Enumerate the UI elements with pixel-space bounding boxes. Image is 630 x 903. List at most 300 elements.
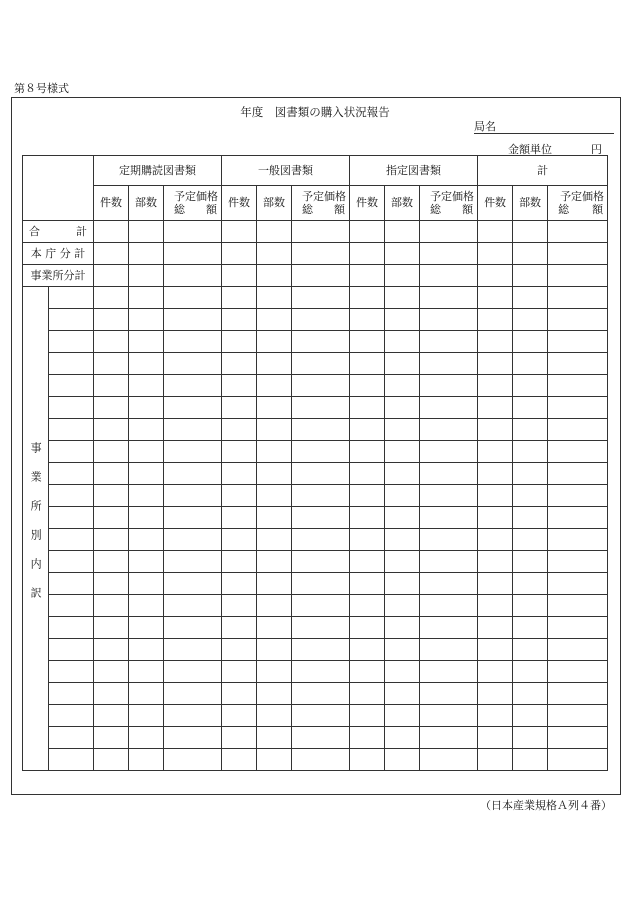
data-entry-cell[interactable] xyxy=(548,375,608,397)
data-entry-cell[interactable] xyxy=(129,419,164,441)
data-entry-cell[interactable] xyxy=(292,287,350,309)
data-entry-cell[interactable] xyxy=(94,595,129,617)
data-entry-cell[interactable] xyxy=(350,243,385,265)
data-entry-cell[interactable] xyxy=(164,683,222,705)
data-entry-cell[interactable] xyxy=(222,529,257,551)
data-entry-cell[interactable] xyxy=(420,727,478,749)
data-entry-cell[interactable] xyxy=(420,375,478,397)
data-entry-cell[interactable] xyxy=(478,617,513,639)
data-entry-cell[interactable] xyxy=(385,441,420,463)
data-entry-cell[interactable] xyxy=(420,485,478,507)
data-entry-cell[interactable] xyxy=(350,485,385,507)
data-entry-cell[interactable] xyxy=(385,705,420,727)
data-entry-cell[interactable] xyxy=(164,617,222,639)
data-entry-cell[interactable] xyxy=(548,595,608,617)
data-entry-cell[interactable] xyxy=(94,309,129,331)
data-entry-cell[interactable] xyxy=(548,551,608,573)
data-entry-cell[interactable] xyxy=(548,287,608,309)
data-entry-cell[interactable] xyxy=(478,639,513,661)
data-entry-cell[interactable] xyxy=(257,749,292,771)
data-entry-cell[interactable] xyxy=(94,375,129,397)
data-entry-cell[interactable] xyxy=(292,375,350,397)
data-entry-cell[interactable] xyxy=(257,617,292,639)
data-entry-cell[interactable] xyxy=(222,353,257,375)
data-entry-cell[interactable] xyxy=(164,221,222,243)
data-entry-cell[interactable] xyxy=(513,287,548,309)
data-entry-cell[interactable] xyxy=(164,397,222,419)
data-entry-cell[interactable] xyxy=(478,331,513,353)
data-entry-cell[interactable] xyxy=(350,331,385,353)
data-entry-cell[interactable] xyxy=(350,353,385,375)
data-entry-cell[interactable] xyxy=(292,683,350,705)
data-entry-cell[interactable] xyxy=(548,507,608,529)
data-entry-cell[interactable] xyxy=(420,243,478,265)
data-entry-cell[interactable] xyxy=(164,485,222,507)
data-entry-cell[interactable] xyxy=(385,309,420,331)
office-name-cell[interactable] xyxy=(49,397,94,419)
data-entry-cell[interactable] xyxy=(164,243,222,265)
data-entry-cell[interactable] xyxy=(129,529,164,551)
data-entry-cell[interactable] xyxy=(420,331,478,353)
data-entry-cell[interactable] xyxy=(350,441,385,463)
data-entry-cell[interactable] xyxy=(164,661,222,683)
data-entry-cell[interactable] xyxy=(548,397,608,419)
data-entry-cell[interactable] xyxy=(164,749,222,771)
data-entry-cell[interactable] xyxy=(292,529,350,551)
data-entry-cell[interactable] xyxy=(257,265,292,287)
data-entry-cell[interactable] xyxy=(548,639,608,661)
data-entry-cell[interactable] xyxy=(478,485,513,507)
data-entry-cell[interactable] xyxy=(257,639,292,661)
data-entry-cell[interactable] xyxy=(257,221,292,243)
data-entry-cell[interactable] xyxy=(222,617,257,639)
data-entry-cell[interactable] xyxy=(420,507,478,529)
data-entry-cell[interactable] xyxy=(257,507,292,529)
data-entry-cell[interactable] xyxy=(478,507,513,529)
data-entry-cell[interactable] xyxy=(513,507,548,529)
data-entry-cell[interactable] xyxy=(385,265,420,287)
data-entry-cell[interactable] xyxy=(292,463,350,485)
data-entry-cell[interactable] xyxy=(257,419,292,441)
data-entry-cell[interactable] xyxy=(222,485,257,507)
data-entry-cell[interactable] xyxy=(129,705,164,727)
data-entry-cell[interactable] xyxy=(478,529,513,551)
data-entry-cell[interactable] xyxy=(420,419,478,441)
data-entry-cell[interactable] xyxy=(222,419,257,441)
office-name-cell[interactable] xyxy=(49,287,94,309)
data-entry-cell[interactable] xyxy=(548,485,608,507)
data-entry-cell[interactable] xyxy=(129,397,164,419)
data-entry-cell[interactable] xyxy=(257,595,292,617)
data-entry-cell[interactable] xyxy=(420,353,478,375)
data-entry-cell[interactable] xyxy=(513,221,548,243)
data-entry-cell[interactable] xyxy=(94,441,129,463)
data-entry-cell[interactable] xyxy=(292,265,350,287)
data-entry-cell[interactable] xyxy=(222,705,257,727)
data-entry-cell[interactable] xyxy=(94,573,129,595)
data-entry-cell[interactable] xyxy=(222,463,257,485)
data-entry-cell[interactable] xyxy=(257,705,292,727)
data-entry-cell[interactable] xyxy=(222,507,257,529)
data-entry-cell[interactable] xyxy=(478,749,513,771)
data-entry-cell[interactable] xyxy=(420,221,478,243)
data-entry-cell[interactable] xyxy=(350,287,385,309)
data-entry-cell[interactable] xyxy=(513,529,548,551)
data-entry-cell[interactable] xyxy=(129,485,164,507)
data-entry-cell[interactable] xyxy=(420,551,478,573)
data-entry-cell[interactable] xyxy=(164,705,222,727)
data-entry-cell[interactable] xyxy=(385,551,420,573)
data-entry-cell[interactable] xyxy=(478,573,513,595)
data-entry-cell[interactable] xyxy=(164,441,222,463)
data-entry-cell[interactable] xyxy=(129,595,164,617)
data-entry-cell[interactable] xyxy=(350,683,385,705)
data-entry-cell[interactable] xyxy=(292,617,350,639)
data-entry-cell[interactable] xyxy=(385,639,420,661)
data-entry-cell[interactable] xyxy=(222,309,257,331)
data-entry-cell[interactable] xyxy=(222,551,257,573)
data-entry-cell[interactable] xyxy=(129,221,164,243)
data-entry-cell[interactable] xyxy=(420,749,478,771)
data-entry-cell[interactable] xyxy=(222,287,257,309)
data-entry-cell[interactable] xyxy=(292,727,350,749)
data-entry-cell[interactable] xyxy=(164,265,222,287)
data-entry-cell[interactable] xyxy=(478,551,513,573)
office-name-cell[interactable] xyxy=(49,749,94,771)
data-entry-cell[interactable] xyxy=(292,221,350,243)
data-entry-cell[interactable] xyxy=(292,419,350,441)
data-entry-cell[interactable] xyxy=(350,397,385,419)
data-entry-cell[interactable] xyxy=(94,507,129,529)
data-entry-cell[interactable] xyxy=(420,287,478,309)
data-entry-cell[interactable] xyxy=(164,639,222,661)
data-entry-cell[interactable] xyxy=(164,507,222,529)
data-entry-cell[interactable] xyxy=(513,683,548,705)
data-entry-cell[interactable] xyxy=(513,397,548,419)
data-entry-cell[interactable] xyxy=(222,375,257,397)
office-name-cell[interactable] xyxy=(49,683,94,705)
data-entry-cell[interactable] xyxy=(548,661,608,683)
data-entry-cell[interactable] xyxy=(420,397,478,419)
data-entry-cell[interactable] xyxy=(548,463,608,485)
data-entry-cell[interactable] xyxy=(385,749,420,771)
data-entry-cell[interactable] xyxy=(548,243,608,265)
data-entry-cell[interactable] xyxy=(548,419,608,441)
data-entry-cell[interactable] xyxy=(478,727,513,749)
data-entry-cell[interactable] xyxy=(478,353,513,375)
data-entry-cell[interactable] xyxy=(548,265,608,287)
data-entry-cell[interactable] xyxy=(350,617,385,639)
data-entry-cell[interactable] xyxy=(513,639,548,661)
data-entry-cell[interactable] xyxy=(350,529,385,551)
office-name-cell[interactable] xyxy=(49,595,94,617)
data-entry-cell[interactable] xyxy=(513,419,548,441)
data-entry-cell[interactable] xyxy=(94,727,129,749)
data-entry-cell[interactable] xyxy=(129,265,164,287)
data-entry-cell[interactable] xyxy=(292,551,350,573)
data-entry-cell[interactable] xyxy=(164,595,222,617)
data-entry-cell[interactable] xyxy=(513,331,548,353)
office-name-cell[interactable] xyxy=(49,705,94,727)
data-entry-cell[interactable] xyxy=(478,683,513,705)
data-entry-cell[interactable] xyxy=(129,287,164,309)
data-entry-cell[interactable] xyxy=(129,573,164,595)
data-entry-cell[interactable] xyxy=(222,265,257,287)
data-entry-cell[interactable] xyxy=(222,331,257,353)
office-name-cell[interactable] xyxy=(49,661,94,683)
office-name-cell[interactable] xyxy=(49,507,94,529)
data-entry-cell[interactable] xyxy=(478,397,513,419)
data-entry-cell[interactable] xyxy=(257,375,292,397)
data-entry-cell[interactable] xyxy=(478,221,513,243)
data-entry-cell[interactable] xyxy=(292,331,350,353)
data-entry-cell[interactable] xyxy=(385,507,420,529)
data-entry-cell[interactable] xyxy=(94,551,129,573)
data-entry-cell[interactable] xyxy=(548,353,608,375)
data-entry-cell[interactable] xyxy=(222,727,257,749)
data-entry-cell[interactable] xyxy=(129,463,164,485)
data-entry-cell[interactable] xyxy=(478,463,513,485)
data-entry-cell[interactable] xyxy=(129,507,164,529)
data-entry-cell[interactable] xyxy=(129,441,164,463)
data-entry-cell[interactable] xyxy=(350,221,385,243)
data-entry-cell[interactable] xyxy=(257,573,292,595)
data-entry-cell[interactable] xyxy=(94,331,129,353)
data-entry-cell[interactable] xyxy=(548,749,608,771)
data-entry-cell[interactable] xyxy=(548,705,608,727)
data-entry-cell[interactable] xyxy=(385,331,420,353)
office-name-cell[interactable] xyxy=(49,309,94,331)
data-entry-cell[interactable] xyxy=(257,309,292,331)
data-entry-cell[interactable] xyxy=(292,705,350,727)
data-entry-cell[interactable] xyxy=(513,661,548,683)
data-entry-cell[interactable] xyxy=(513,573,548,595)
data-entry-cell[interactable] xyxy=(350,463,385,485)
office-name-cell[interactable] xyxy=(49,727,94,749)
data-entry-cell[interactable] xyxy=(478,375,513,397)
data-entry-cell[interactable] xyxy=(129,331,164,353)
data-entry-cell[interactable] xyxy=(513,705,548,727)
data-entry-cell[interactable] xyxy=(385,397,420,419)
data-entry-cell[interactable] xyxy=(513,265,548,287)
data-entry-cell[interactable] xyxy=(513,309,548,331)
data-entry-cell[interactable] xyxy=(164,353,222,375)
data-entry-cell[interactable] xyxy=(350,595,385,617)
data-entry-cell[interactable] xyxy=(385,243,420,265)
data-entry-cell[interactable] xyxy=(257,353,292,375)
data-entry-cell[interactable] xyxy=(164,375,222,397)
data-entry-cell[interactable] xyxy=(350,265,385,287)
data-entry-cell[interactable] xyxy=(129,749,164,771)
data-entry-cell[interactable] xyxy=(129,617,164,639)
data-entry-cell[interactable] xyxy=(548,727,608,749)
data-entry-cell[interactable] xyxy=(513,441,548,463)
data-entry-cell[interactable] xyxy=(513,749,548,771)
data-entry-cell[interactable] xyxy=(222,661,257,683)
data-entry-cell[interactable] xyxy=(94,617,129,639)
data-entry-cell[interactable] xyxy=(292,243,350,265)
office-name-cell[interactable] xyxy=(49,463,94,485)
data-entry-cell[interactable] xyxy=(292,749,350,771)
data-entry-cell[interactable] xyxy=(350,375,385,397)
data-entry-cell[interactable] xyxy=(222,749,257,771)
data-entry-cell[interactable] xyxy=(478,705,513,727)
data-entry-cell[interactable] xyxy=(513,551,548,573)
data-entry-cell[interactable] xyxy=(478,309,513,331)
data-entry-cell[interactable] xyxy=(548,309,608,331)
data-entry-cell[interactable] xyxy=(292,353,350,375)
data-entry-cell[interactable] xyxy=(385,727,420,749)
data-entry-cell[interactable] xyxy=(257,287,292,309)
data-entry-cell[interactable] xyxy=(478,419,513,441)
data-entry-cell[interactable] xyxy=(385,353,420,375)
office-name-cell[interactable] xyxy=(49,353,94,375)
data-entry-cell[interactable] xyxy=(94,463,129,485)
data-entry-cell[interactable] xyxy=(385,661,420,683)
data-entry-cell[interactable] xyxy=(478,243,513,265)
data-entry-cell[interactable] xyxy=(94,529,129,551)
data-entry-cell[interactable] xyxy=(94,749,129,771)
data-entry-cell[interactable] xyxy=(94,221,129,243)
data-entry-cell[interactable] xyxy=(385,683,420,705)
data-entry-cell[interactable] xyxy=(385,617,420,639)
data-entry-cell[interactable] xyxy=(129,243,164,265)
office-name-cell[interactable] xyxy=(49,419,94,441)
data-entry-cell[interactable] xyxy=(292,639,350,661)
data-entry-cell[interactable] xyxy=(257,727,292,749)
data-entry-cell[interactable] xyxy=(129,375,164,397)
data-entry-cell[interactable] xyxy=(164,529,222,551)
data-entry-cell[interactable] xyxy=(385,573,420,595)
data-entry-cell[interactable] xyxy=(129,727,164,749)
office-name-cell[interactable] xyxy=(49,375,94,397)
data-entry-cell[interactable] xyxy=(94,353,129,375)
data-entry-cell[interactable] xyxy=(292,309,350,331)
data-entry-cell[interactable] xyxy=(350,507,385,529)
data-entry-cell[interactable] xyxy=(164,309,222,331)
data-entry-cell[interactable] xyxy=(292,595,350,617)
data-entry-cell[interactable] xyxy=(292,573,350,595)
data-entry-cell[interactable] xyxy=(385,221,420,243)
data-entry-cell[interactable] xyxy=(257,463,292,485)
data-entry-cell[interactable] xyxy=(513,353,548,375)
data-entry-cell[interactable] xyxy=(385,287,420,309)
data-entry-cell[interactable] xyxy=(129,309,164,331)
data-entry-cell[interactable] xyxy=(164,727,222,749)
office-name-cell[interactable] xyxy=(49,331,94,353)
data-entry-cell[interactable] xyxy=(420,705,478,727)
data-entry-cell[interactable] xyxy=(257,683,292,705)
data-entry-cell[interactable] xyxy=(350,419,385,441)
office-name-cell[interactable] xyxy=(49,441,94,463)
data-entry-cell[interactable] xyxy=(420,463,478,485)
data-entry-cell[interactable] xyxy=(257,529,292,551)
data-entry-cell[interactable] xyxy=(350,727,385,749)
data-entry-cell[interactable] xyxy=(129,551,164,573)
data-entry-cell[interactable] xyxy=(292,507,350,529)
data-entry-cell[interactable] xyxy=(222,595,257,617)
data-entry-cell[interactable] xyxy=(292,661,350,683)
data-entry-cell[interactable] xyxy=(420,617,478,639)
data-entry-cell[interactable] xyxy=(257,661,292,683)
data-entry-cell[interactable] xyxy=(513,485,548,507)
data-entry-cell[interactable] xyxy=(548,331,608,353)
data-entry-cell[interactable] xyxy=(222,221,257,243)
data-entry-cell[interactable] xyxy=(257,551,292,573)
data-entry-cell[interactable] xyxy=(478,441,513,463)
data-entry-cell[interactable] xyxy=(385,375,420,397)
data-entry-cell[interactable] xyxy=(420,529,478,551)
data-entry-cell[interactable] xyxy=(420,265,478,287)
data-entry-cell[interactable] xyxy=(548,617,608,639)
data-entry-cell[interactable] xyxy=(94,705,129,727)
data-entry-cell[interactable] xyxy=(420,595,478,617)
data-entry-cell[interactable] xyxy=(548,529,608,551)
data-entry-cell[interactable] xyxy=(129,639,164,661)
data-entry-cell[interactable] xyxy=(129,683,164,705)
data-entry-cell[interactable] xyxy=(385,485,420,507)
data-entry-cell[interactable] xyxy=(222,683,257,705)
data-entry-cell[interactable] xyxy=(94,419,129,441)
data-entry-cell[interactable] xyxy=(513,617,548,639)
data-entry-cell[interactable] xyxy=(420,661,478,683)
data-entry-cell[interactable] xyxy=(257,441,292,463)
data-entry-cell[interactable] xyxy=(222,441,257,463)
data-entry-cell[interactable] xyxy=(513,243,548,265)
data-entry-cell[interactable] xyxy=(292,485,350,507)
data-entry-cell[interactable] xyxy=(129,661,164,683)
data-entry-cell[interactable] xyxy=(94,265,129,287)
data-entry-cell[interactable] xyxy=(548,441,608,463)
data-entry-cell[interactable] xyxy=(350,551,385,573)
data-entry-cell[interactable] xyxy=(513,595,548,617)
data-entry-cell[interactable] xyxy=(420,639,478,661)
data-entry-cell[interactable] xyxy=(420,683,478,705)
office-name-cell[interactable] xyxy=(49,639,94,661)
data-entry-cell[interactable] xyxy=(478,287,513,309)
data-entry-cell[interactable] xyxy=(478,265,513,287)
data-entry-cell[interactable] xyxy=(129,353,164,375)
data-entry-cell[interactable] xyxy=(94,661,129,683)
office-name-cell[interactable] xyxy=(49,551,94,573)
data-entry-cell[interactable] xyxy=(420,441,478,463)
data-entry-cell[interactable] xyxy=(420,573,478,595)
data-entry-cell[interactable] xyxy=(385,419,420,441)
data-entry-cell[interactable] xyxy=(548,221,608,243)
data-entry-cell[interactable] xyxy=(350,661,385,683)
data-entry-cell[interactable] xyxy=(164,463,222,485)
data-entry-cell[interactable] xyxy=(94,485,129,507)
data-entry-cell[interactable] xyxy=(222,639,257,661)
data-entry-cell[interactable] xyxy=(385,595,420,617)
data-entry-cell[interactable] xyxy=(292,441,350,463)
data-entry-cell[interactable] xyxy=(257,243,292,265)
data-entry-cell[interactable] xyxy=(350,573,385,595)
data-entry-cell[interactable] xyxy=(94,397,129,419)
office-name-cell[interactable] xyxy=(49,485,94,507)
data-entry-cell[interactable] xyxy=(513,727,548,749)
data-entry-cell[interactable] xyxy=(94,683,129,705)
data-entry-cell[interactable] xyxy=(94,639,129,661)
data-entry-cell[interactable] xyxy=(257,397,292,419)
data-entry-cell[interactable] xyxy=(292,397,350,419)
data-entry-cell[interactable] xyxy=(350,639,385,661)
data-entry-cell[interactable] xyxy=(513,375,548,397)
data-entry-cell[interactable] xyxy=(513,463,548,485)
data-entry-cell[interactable] xyxy=(478,661,513,683)
data-entry-cell[interactable] xyxy=(94,243,129,265)
data-entry-cell[interactable] xyxy=(257,331,292,353)
